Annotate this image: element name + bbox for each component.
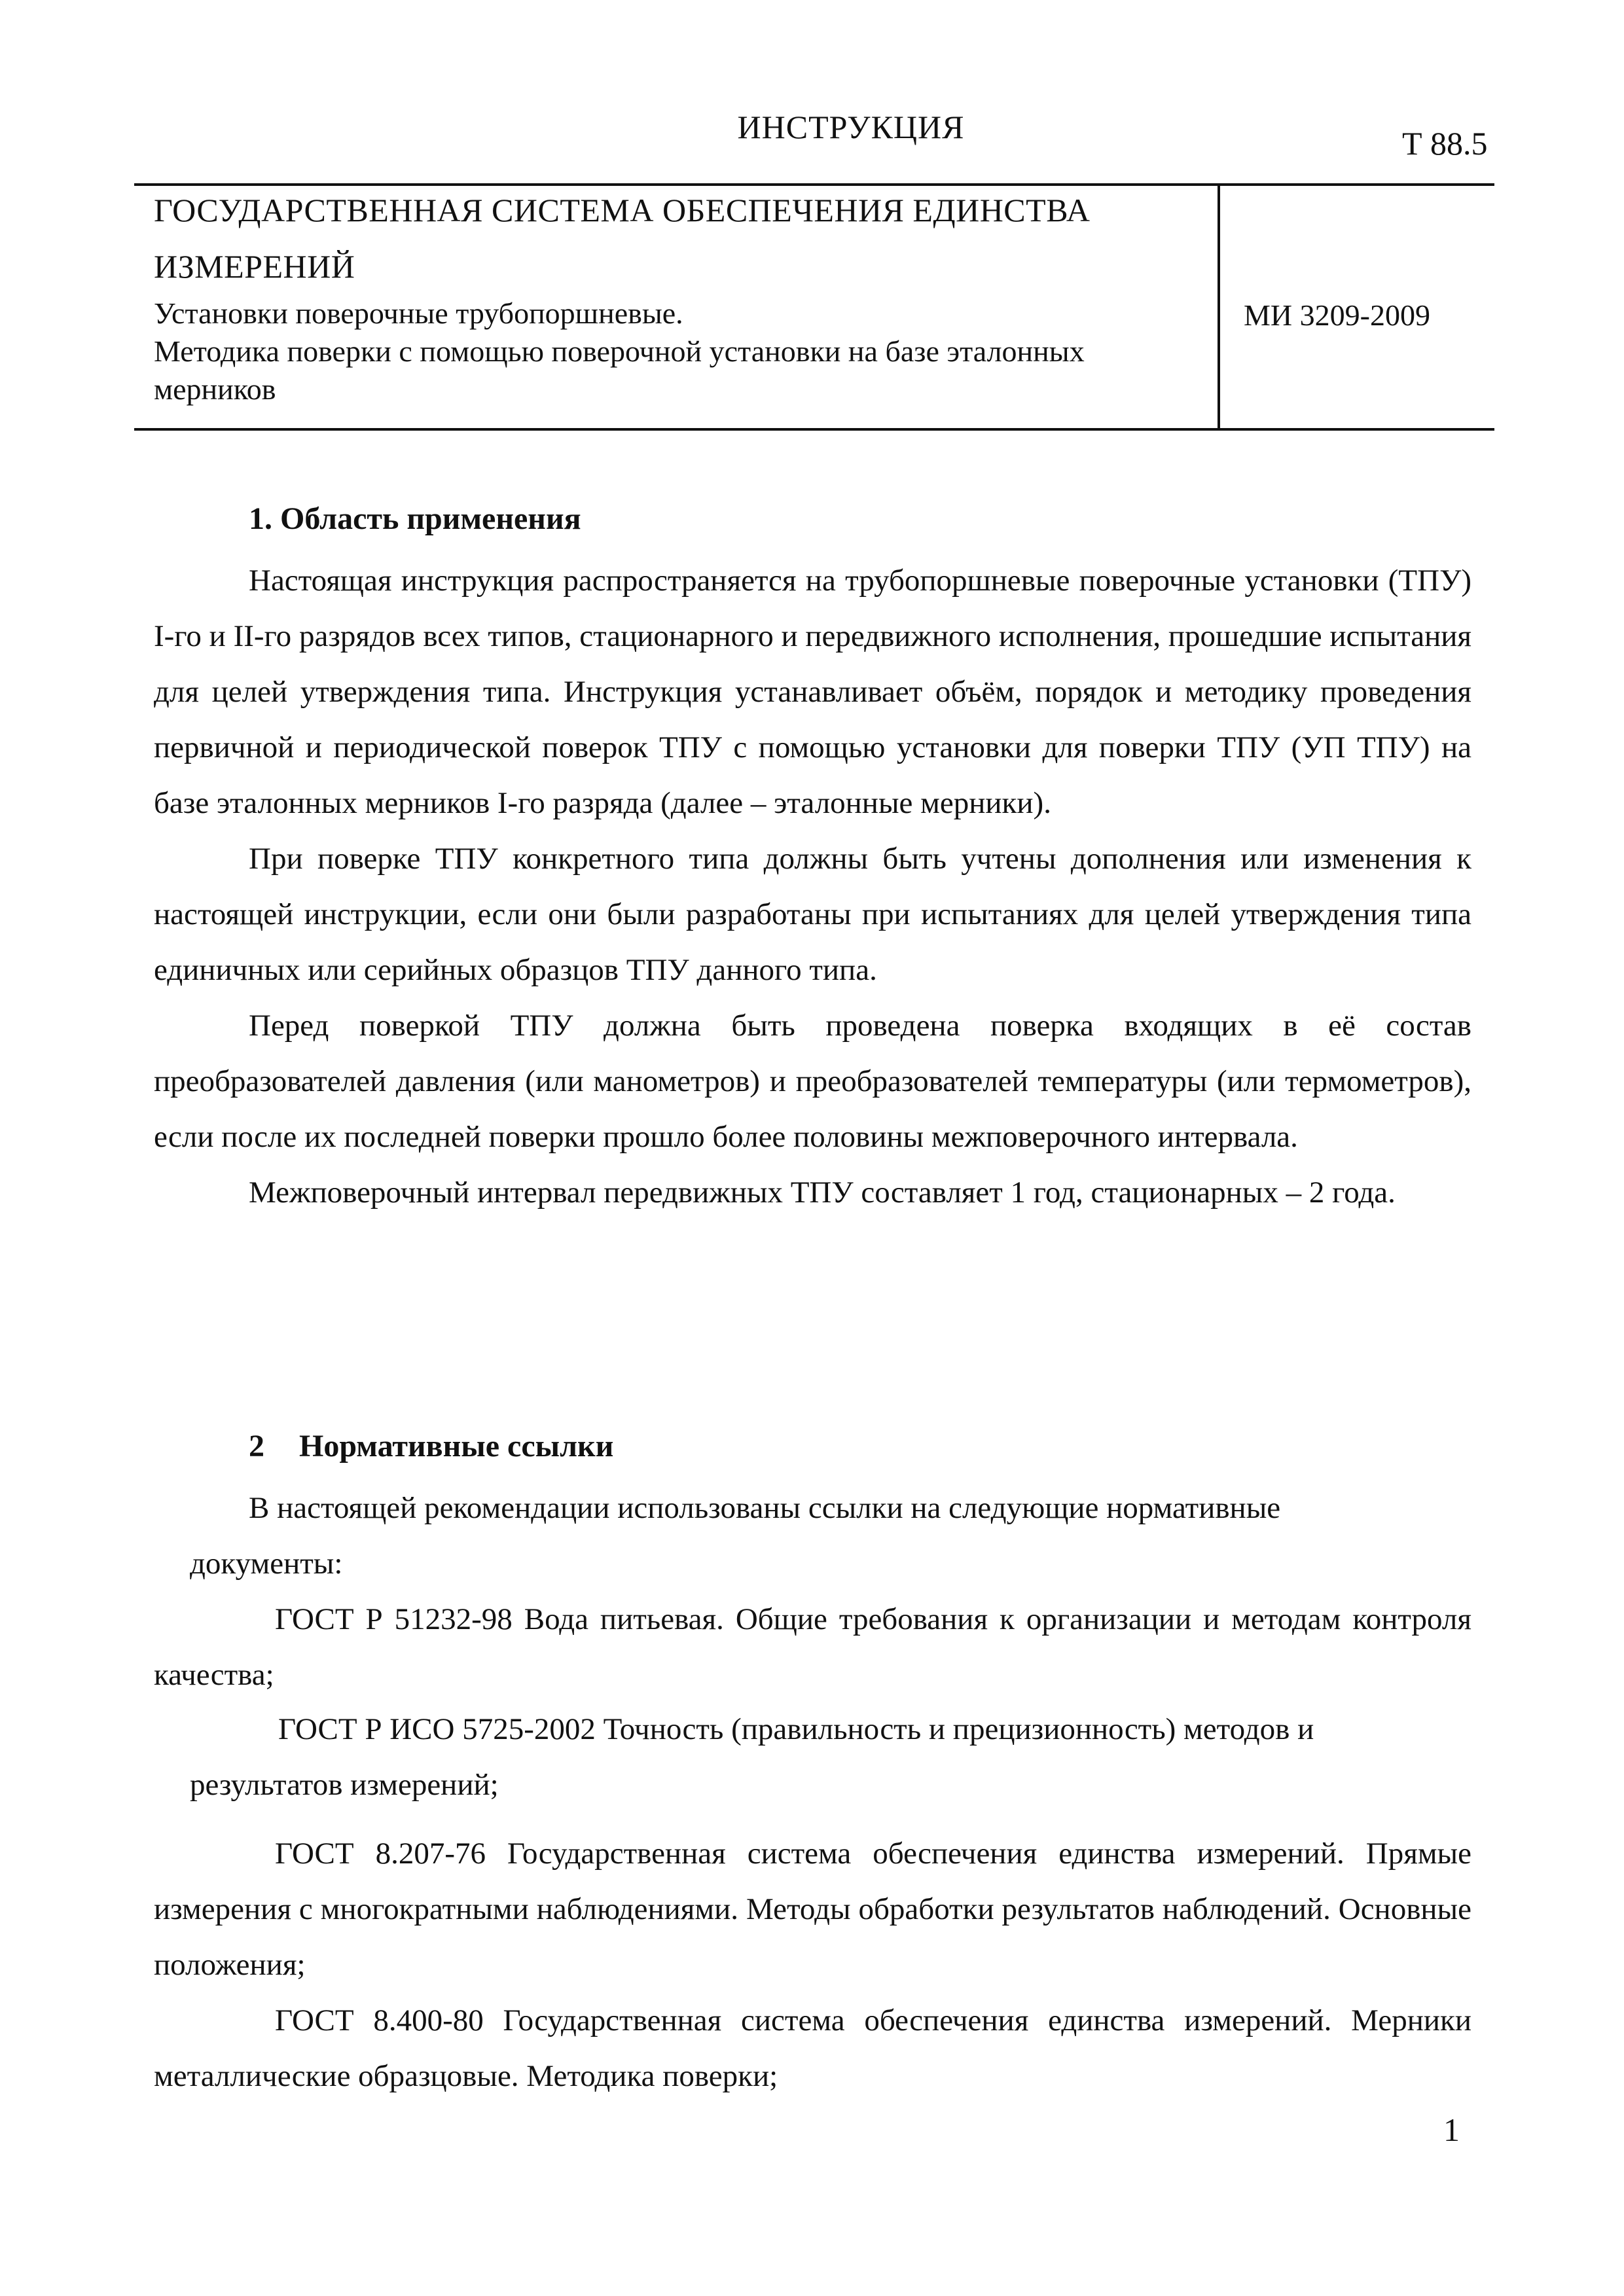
reference-4-text: ГОСТ 8.400-80 Государственная система обеспечения единства измерений. Мерники металлические образцовые. Методика поверки; [154, 2003, 1471, 2093]
header-system-name [154, 182, 1195, 295]
title-line-3: мерников [154, 372, 276, 406]
page-number: 1 [1443, 2111, 1460, 2148]
section-1-paragraph-4: Межповерочный интервал передвижных ТПУ составляет 1 год, стационарных – 2 года. [249, 1175, 1396, 1210]
section-2-intro-line-1: В настоящей рекомендации использованы ссылки на следующие нормативные [249, 1491, 1281, 1525]
title-line-2: Методика поверки с помощью поверочной установки на базе эталонных [154, 334, 1085, 368]
reference-1-text: ГОСТ Р 51232-98 Вода питьевая. Общие требования к организации и методам контроля качества; [154, 1602, 1471, 1692]
section-1-paragraph-1: Настоящая инструкция распространяется на трубопоршневые поверочные установки (ТПУ) I-го и II-го разрядов всех типов, стационарного и передвижного исполнения, прошедшие испытания для целей утверждения типа. Инструкция устанавливает объём, порядок и методику проведения первичной и периодической поверок ТПУ с помощью установки для поверки ТПУ (УП ТПУ) на базе эталонных мерников I-го разряда (далее – эталонные мерники). [154, 564, 1471, 820]
header-document-title [154, 295, 1208, 408]
system-name-line-2: ИЗМЕРЕНИЙ [154, 248, 355, 285]
section-2-intro-line-2: документы: [190, 1547, 343, 1581]
header-bottom-rule [134, 428, 1494, 431]
reference-4 [154, 1993, 1471, 2104]
title-line-1: Установки поверочные трубопоршневые. [154, 296, 683, 330]
reference-2-line-1: ГОСТ Р ИСО 5725-2002 Точность (правильность и прецизионность) методов и [278, 1712, 1314, 1746]
section-2-heading-number: 2 [249, 1429, 264, 1463]
system-name-line-1: ГОСУДАРСТВЕННАЯ СИСТЕМА ОБЕСПЕЧЕНИЯ ЕДИНСТВА [154, 192, 1091, 228]
document-code: Т 88.5 [1402, 125, 1488, 162]
header-document-number: МИ 3209-2009 [1244, 298, 1430, 332]
document-type: ИНСТРУКЦИЯ [737, 109, 965, 145]
reference-1 [154, 1592, 1471, 1703]
header-column-divider [1218, 183, 1220, 431]
section-1-heading: 1. Область применения [249, 501, 581, 536]
section-1-body [154, 553, 1471, 1221]
section-1-paragraph-3: Перед поверкой ТПУ должна быть проведена поверка входящих в её состав преобразователей давления (или манометров) и преобразователей температуры (или термометров), если после их последней поверки прошло более половины межповерочного интервала. [154, 1009, 1471, 1154]
section-1-paragraph-2: При поверке ТПУ конкретного типа должны быть учтены дополнения или изменения к настоящей инструкции, если они были разработаны при испытаниях для целей утверждения типа единичных или серийных образцов ТПУ данного типа. [154, 842, 1471, 987]
reference-3-text: ГОСТ 8.207-76 Государственная система обеспечения единства измерений. Прямые измерения с многократными наблюдениями. Методы обработки результатов наблюдений. Основные положения; [154, 1837, 1471, 1982]
reference-2-line-2: результатов измерений; [190, 1768, 499, 1802]
section-2-heading-title: Нормативные ссылки [299, 1429, 614, 1463]
reference-3 [154, 1826, 1471, 1993]
